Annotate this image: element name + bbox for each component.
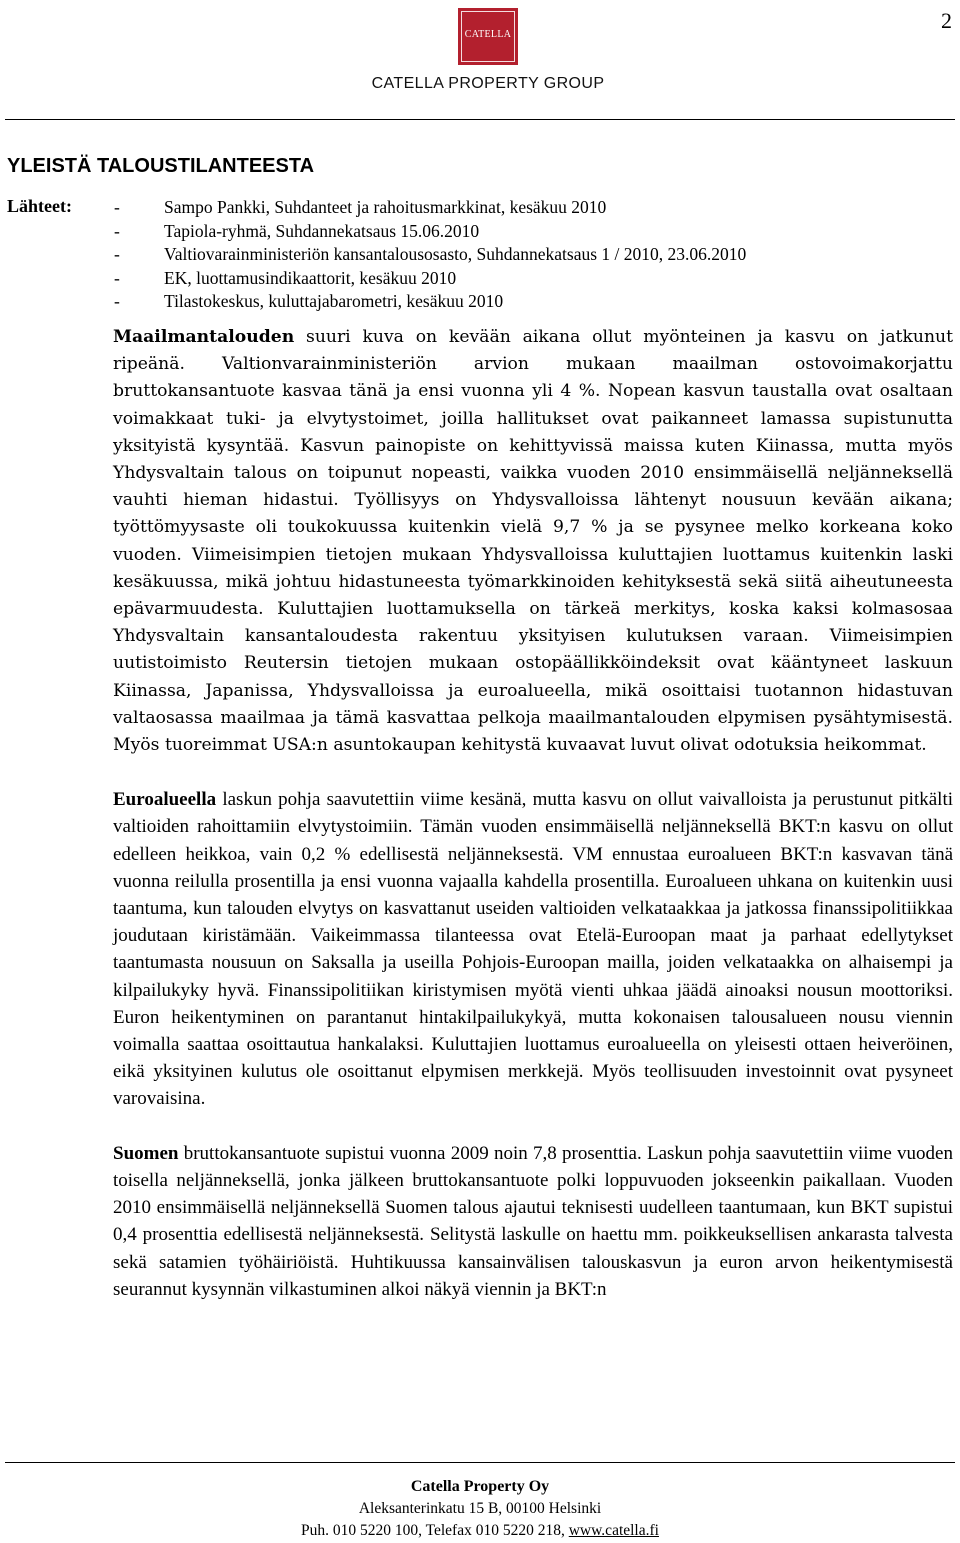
- paragraph-lead: Suomen: [113, 1142, 179, 1164]
- paragraph-text: bruttokansantuote supistui vuonna 2009 noin 7,8 prosenttia. Laskun pohja saavutettiin viime vuoden toisella neljänneksellä, jonka jälkeen bruttokansantuote polki loppuvuoden jokseenkin paikallaan. Vuoden 2010 ensimmäisellä neljänneksellä Suomen talous ajautui teknisesti uudelleen taantumaan, kun BKT supistui 0,4 prosenttia edellisestä neljänneksestä. Selitystä laskulle on haettu mm. poikkeuksellisen ankarasta talvesta sekä satamien työhäiriöistä. Huhtikuussa kansainvälisen talouskasvun ja euron arvon heikentymisestä seurannut kysynnän vilkastuminen alkoi näkyä viennin ja BKT:n: [113, 1142, 953, 1300]
- footer-divider: [5, 1462, 955, 1463]
- sources-list: [114, 196, 746, 314]
- source-item: - Tapiola-ryhmä, Suhdannekatsaus 15.06.2010: [114, 220, 480, 241]
- footer-phone: Puh. 010 5220 100, Telefax 010 5220 218,: [301, 1522, 569, 1539]
- page-number: 2: [941, 8, 952, 33]
- paragraph-lead: Maailmantalouden: [113, 327, 295, 347]
- paragraph-world-economy: [113, 324, 953, 759]
- source-item: - EK, luottamusindikaattorit, kesäkuu 2010: [114, 267, 457, 288]
- footer-contact: [0, 1520, 960, 1542]
- logo-group-name: CATELLA PROPERTY GROUP: [371, 75, 605, 92]
- footer: [0, 1476, 960, 1542]
- paragraph-lead: Euroalueella: [113, 789, 217, 811]
- footer-company: Catella Property Oy: [410, 1478, 550, 1495]
- paragraph-euro-area: [113, 786, 953, 1112]
- footer-website-link[interactable]: www.catella.fi: [568, 1522, 659, 1539]
- source-item: - Sampo Pankki, Suhdanteet ja rahoitusmarkkinat, kesäkuu 2010: [114, 197, 607, 217]
- section-title: YLEISTÄ TALOUSTILANTEESTA: [7, 155, 315, 177]
- article-body: [113, 324, 953, 1330]
- header-divider: [5, 119, 955, 120]
- source-item: - Tilastokeskus, kuluttajabarometri, kesäkuu 2010: [114, 291, 504, 311]
- paragraph-text: laskun pohja saavutettiin viime kesänä, mutta kasvu on ollut vaivalloista ja perustunut pitkälti valtioiden rahoittamiin elvytystoimiin. Tämän vuoden ensimmäisellä neljänneksellä BKT:n kasvu on ollut edelleen heikkoa, vain 0,2 % edellisestä neljänneksestä. VM ennustaa euroalueen BKT:n kasvavan tänä vuonna reilulla prosentilla ja ensi vuonna vajaalla kahdella prosentilla. Euroalueen uhkana on kuitenkin uusi taantuma, kun talouden elvytys on kasvattanut useiden valtioiden velkataakkaa ja jatkossa finanssipolitiikkaa joudutaan kiristämään. Vaikeimmassa tilanteessa ovat Etelä-Euroopan maat ja parhaat edellytykset taantumasta nousuun on Saksalla ja useilla Pohjois-Euroopan mailla, joiden velkataakka on alhaisempi ja kilpailukyky hyvä. Finanssipolitiikan kiristymisen myötä vienti uhkaa jäädä ainoaksi nousun moottoriksi. Euron heikentyminen on parantanut hintakilpailukykyä, mutta kokonaisen talousalueen nousu viennin voimalla saattaa osoittautua hankalaksi. Kuluttajien luottamus euroalueella on yleisesti ottaen heiveröinen, eikä yksityinen kulutus ole osoittanut elpymisen merkkejä. Myös teollisuuden investoinnit ovat pysyneet varovaisina.: [113, 789, 953, 1110]
- source-item: - Valtiovarainministeriön kansantalousosasto, Suhdannekatsaus 1 / 2010, 23.06.2010: [114, 244, 747, 264]
- footer-address: Aleksanterinkatu 15 B, 00100 Helsinki: [358, 1500, 602, 1517]
- catella-logo: [458, 8, 518, 65]
- paragraph-text: suuri kuva on kevään aikana ollut myönteinen ja kasvu on jatkunut ripeänä. Valtionvarainministeriön arvion mukaan maailman ostovoimakorjattu bruttokansantuote kasvaa tänä ja ensi vuonna yli 4 %. Nopean kasvun taustalla ovat osaltaan voimakkaat tuki- ja elvytystoimet, joilla hallitukset ovat paikanneet lamassa supistunutta yksityistä kysyntää. Kasvun painopiste on kehittyvissä maissa kuten Kiinassa, mutta myös Yhdysvaltain talous on toipunut nopeasti, vaikka vuoden 2010 ensimmäisellä neljänneksellä vauhti hieman hidastui. Työllisyys on Yhdysvalloissa lähtenyt nousuun kevään aikana; työttömyysaste oli toukokuussa kuitenkin vielä 9,7 % ja se pysynee melko korkeana koko vuoden. Viimeisimpien tietojen mukaan Yhdysvalloissa kuluttajien luottamus kuitenkin laski kesäkuussa, mikä johtuu hidastuneesta työmarkkinoiden kehityksestä sekä siitä aiheutuneesta epävarmuudesta. Kuluttajien luottamuksella on tärkeä merkitys, koska kaksi kolmasosaa Yhdysvaltain kansantaloudesta rakentuu yksityisen kulutuksen varaan. Viimeisimpien uutistoimisto Reutersin tietojen mukaan ostopäällikköindeksit ovat kääntyneet laskuun Kiinassa, Japanissa, Yhdysvalloissa ja euroalueella, mikä osoittaisi tuotannon hidastuvan valtaosassa maailmaa ja tämä kasvattaa pelkoja maailmantalouden elpymisen pysähtymisestä. Myös tuoreimmat USA:n asuntokaupan kehitystä kuvaavat luvut olivat odotuksia heikommat.: [113, 327, 953, 756]
- paragraph-finland: [113, 1140, 953, 1303]
- logo-box-text: CATELLA: [464, 29, 512, 40]
- sources-label: Lähteet:: [7, 196, 72, 216]
